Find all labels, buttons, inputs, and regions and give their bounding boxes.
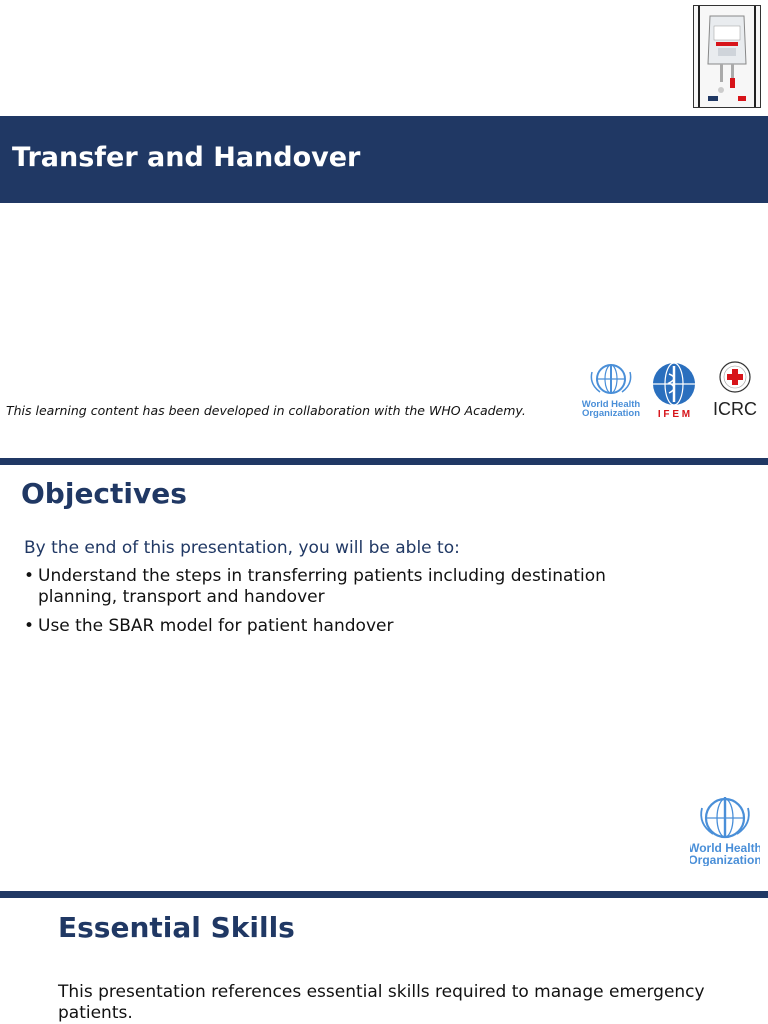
who-logo-line2: Organization [690, 853, 760, 866]
ifem-logo [646, 362, 702, 422]
icrc-logo [708, 360, 762, 420]
icrc-label: ICRC [713, 399, 757, 419]
slide-title: Transfer and Handover [12, 142, 361, 173]
collaboration-note: This learning content has been developed in collaboration with the WHO Academy. [6, 403, 526, 418]
essential-skills-body: This presentation references essential skills required to manage emergency patients. [58, 982, 705, 1023]
objective-text: Understand the steps in transferring patients including destination planning, transport and handover [38, 566, 606, 607]
who-logo-line1: World Health [582, 399, 640, 410]
objectives-intro: By the end of this presentation, you will be able to: [24, 538, 460, 558]
who-emblem-icon [582, 362, 640, 418]
iv-bag-thumbnail [693, 5, 761, 108]
who-emblem-icon [690, 794, 760, 866]
bullet-icon: • [24, 566, 35, 586]
essential-skills-title: Essential Skills [58, 911, 295, 944]
ifem-emblem-icon [646, 362, 702, 422]
slide-divider [0, 891, 768, 898]
who-logo [690, 794, 760, 866]
objective-item [24, 616, 644, 637]
bullet-icon: • [24, 616, 35, 636]
iv-bag-image [694, 6, 760, 107]
objective-item [24, 566, 644, 608]
icrc-emblem-icon [708, 360, 762, 420]
objectives-title: Objectives [21, 477, 187, 510]
slide-divider [0, 458, 768, 465]
objective-text: Use the SBAR model for patient handover [38, 616, 394, 636]
who-logo-line2: Organization [582, 408, 640, 418]
objectives-list [24, 566, 644, 645]
ifem-label: I F E M [657, 409, 691, 420]
who-logo [582, 362, 640, 418]
who-logo-line1: World Health [690, 841, 760, 855]
